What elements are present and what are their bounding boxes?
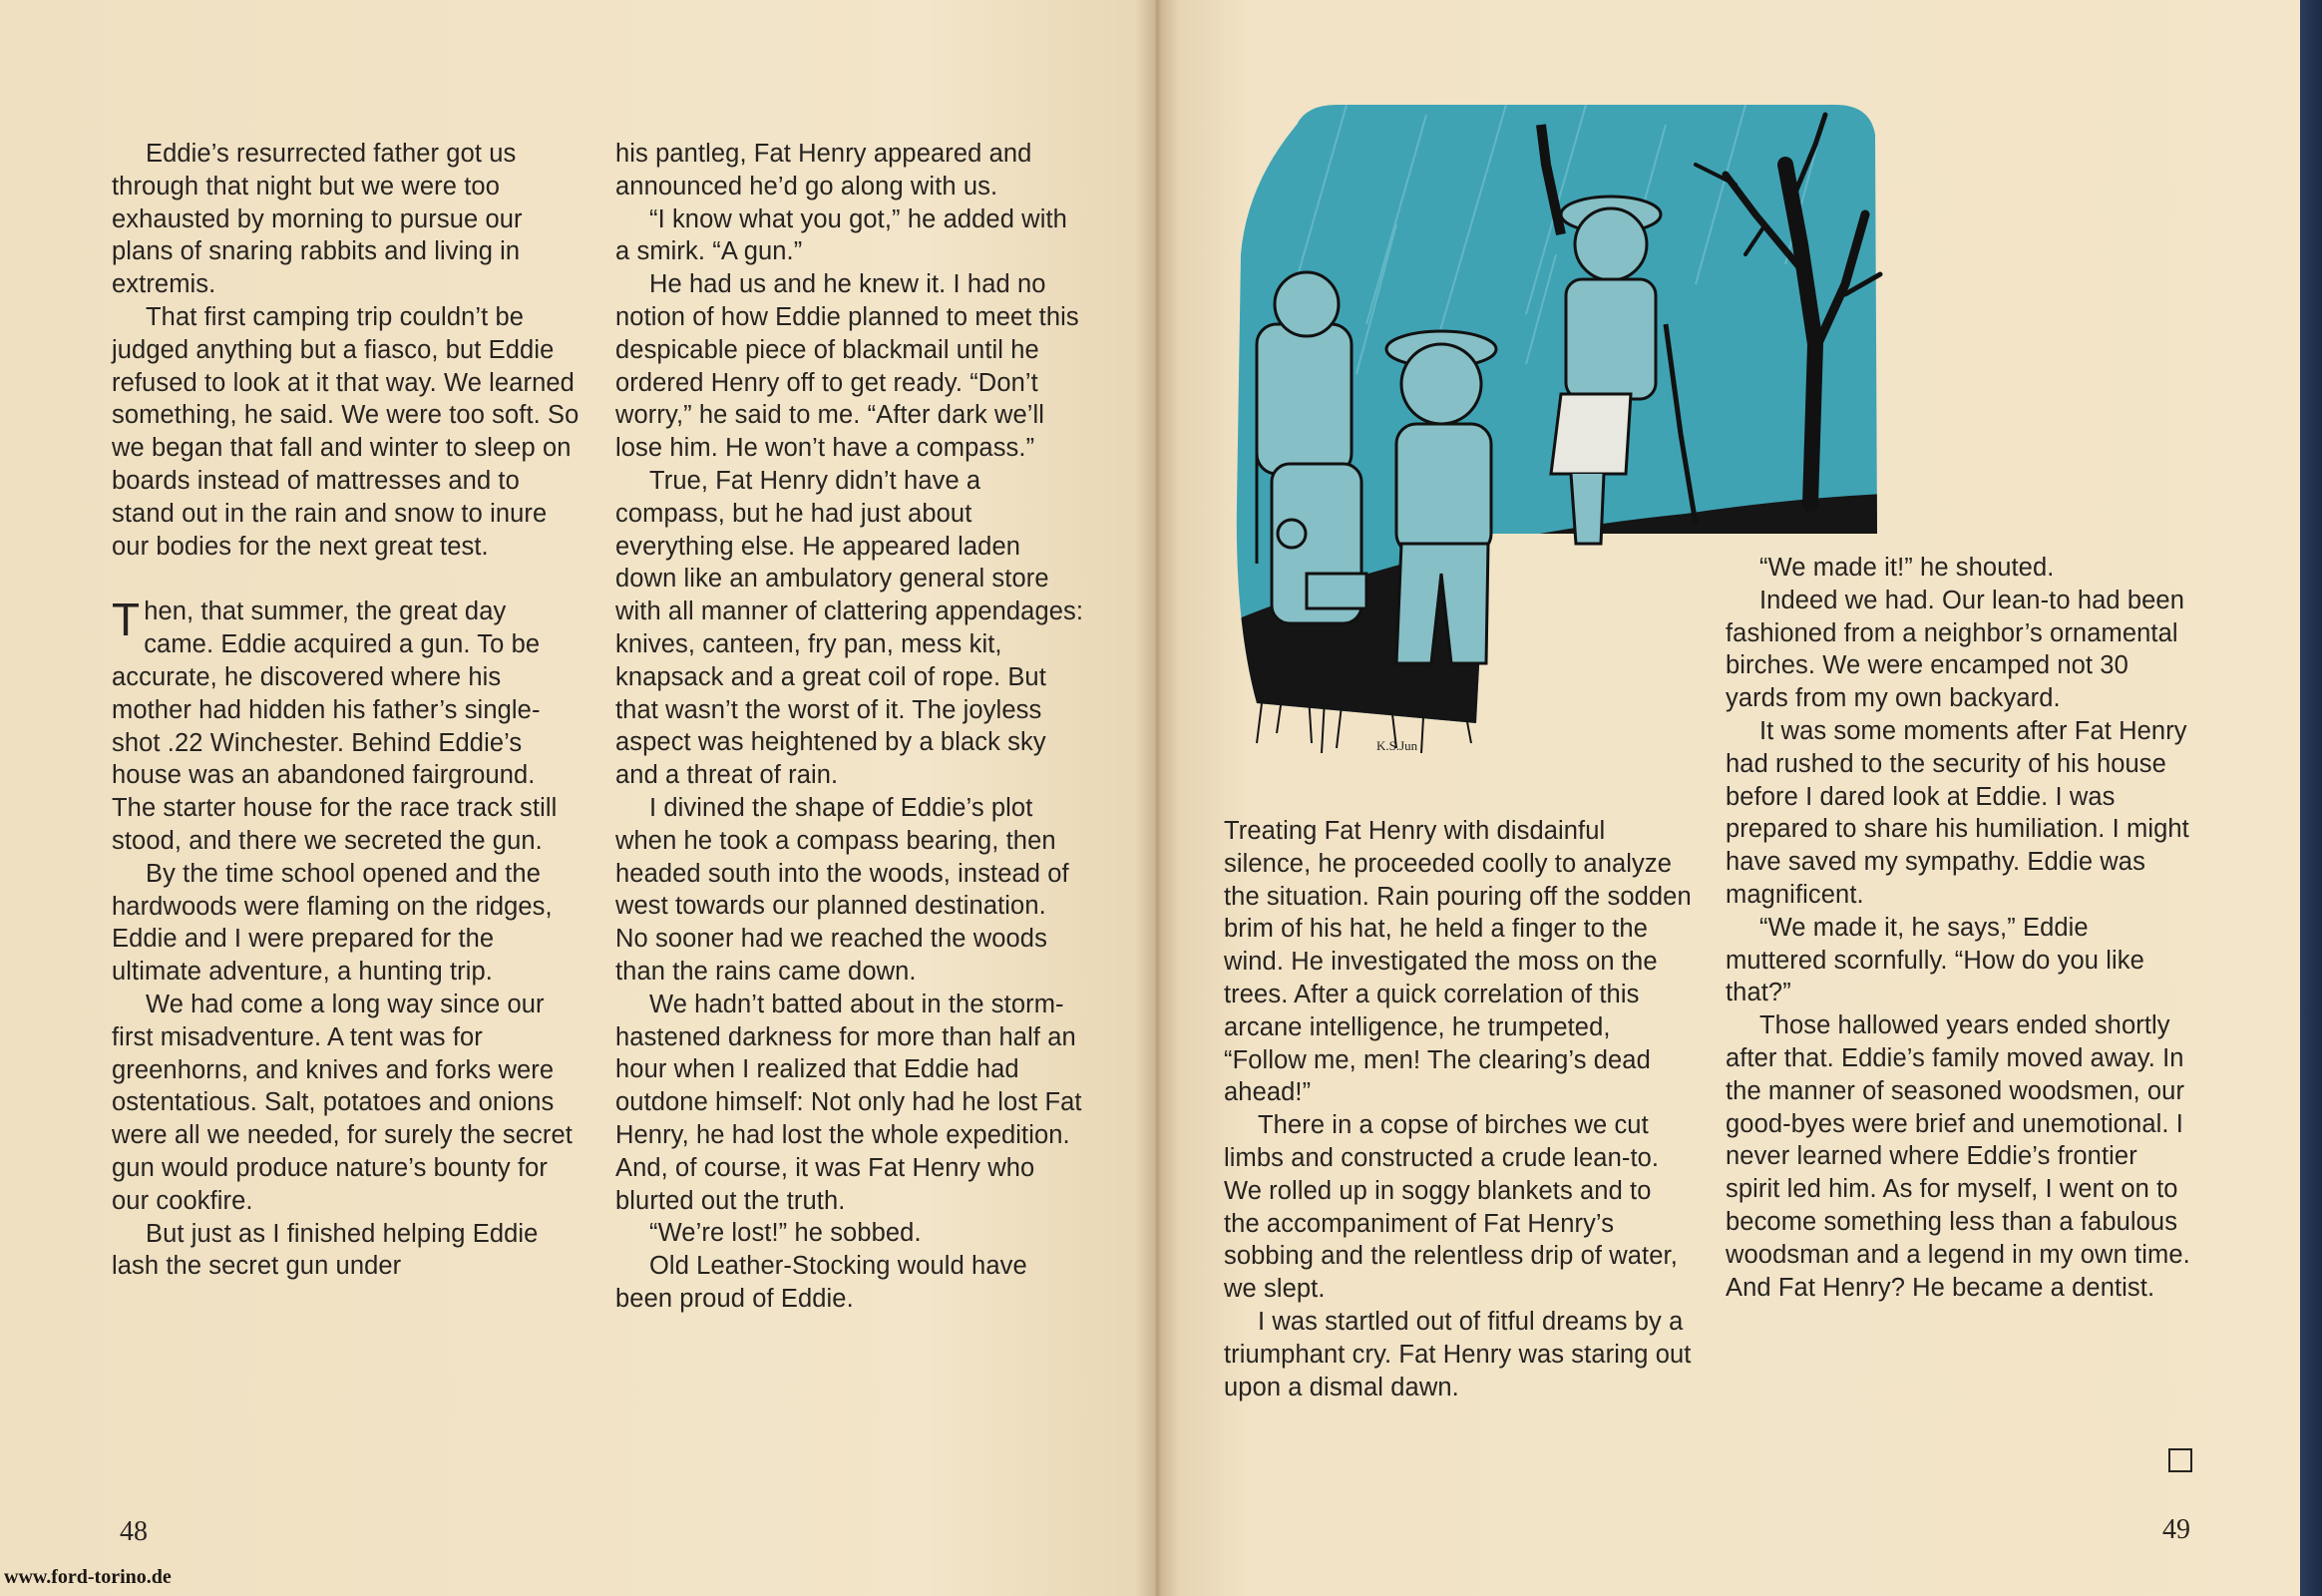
- paragraph: We had come a long way since our first misadventure. A tent was for greenhorns, and knives and forks were ostentatious. Salt, potatoes and onions were all we needed, for surely the secret gun would produce nature’s bounty for our cookfire.: [112, 990, 573, 1215]
- paragraph: “We’re lost!” he sobbed.: [649, 1219, 922, 1248]
- paragraph: I divined the shape of Eddie’s plot when he took a compass bearing, then headed south into the woods, instead of west towards our planned destination. No sooner had we reached the woods than the rains came down.: [615, 793, 1069, 986]
- paragraph: Those hallowed years ended shortly after that. Eddie’s family moved away. In the manner of seasoned woodsmen, our good-byes were brief and unemotional. I never learned where Eddie’s frontier spirit led him. As for myself, I went on to become something less than a fabulous woodsman and a legend in my own time. And Fat Henry? He became a dentist.: [1726, 1011, 2190, 1302]
- page-number-left: 48: [120, 1516, 148, 1547]
- paragraph: It was some moments after Fat Henry had rushed to the security of his house before I dared look at Eddie. I was prepared to share his humiliation. I might have saved my sympathy. Eddie was magnificent.: [1726, 716, 2189, 909]
- column-3: [1224, 815, 1693, 1403]
- paragraph: Treating Fat Henry with disdainful silence, he proceeded coolly to analyze the situation. Rain pouring off the sodden brim of his hat, he held a finger to the wind. He investigated the moss on the trees. After a quick correlation of this arcane intelligence, he trumpeted, “Follow me, men! The clearing’s dead ahead!”: [1224, 817, 1692, 1107]
- paragraph: By the time school opened and the hardwoods were flaming on the ridges, Eddie and I were prepared for the ultimate adventure, a hunting trip.: [112, 859, 553, 987]
- cover-edge: [2300, 0, 2322, 1596]
- watermark: www.ford-torino.de: [4, 1566, 172, 1588]
- column-4: [1726, 552, 2194, 1304]
- paragraph: “I know what you got,” he added with a smirk. “A gun.”: [615, 204, 1067, 266]
- paragraph-text: hen, that summer, the great day came. Eddie acquired a gun. To be accurate, he discovered where his mother had hidden his father’s single-shot .22 Winchester. Behind Eddie’s house was an abandoned fairground. The starter house for the race track still stood, and there we secreted the gun.: [112, 598, 558, 855]
- paragraph: But just as I finished helping Eddie lash the secret gun under: [112, 1219, 539, 1281]
- paragraph: Old Leather-Stocking would have been proud of Eddie.: [615, 1252, 1027, 1313]
- column-2: [615, 138, 1084, 1316]
- paragraph: True, Fat Henry didn’t have a compass, but he had just about everything else. He appeared laden down like an ambulatory general store with all manner of clattering appendages: knives, canteen, fry pan, mess kit, knapsack and a great coil of rope. But that wasn’t the worst of it. The joyless aspect was heightened by a black sky and a threat of rain.: [615, 466, 1084, 790]
- book-gutter: [1135, 0, 1179, 1596]
- paragraph: “We made it, he says,” Eddie muttered scornfully. “How do you like that?”: [1726, 913, 2144, 1007]
- paragraph: Eddie’s resurrected father got us through that night but we were too exhausted by morning to pursue our plans of snaring rabbits and living in extremis.: [112, 140, 523, 299]
- paragraph: [112, 596, 580, 857]
- paragraph: his pantleg, Fat Henry appeared and announced he’d go along with us.: [615, 140, 1032, 200]
- paragraph: Indeed we had. Our lean-to had been fashioned from a neighbor’s ornamental birches. We were encamped not 30 yards from my own backyard.: [1726, 586, 2184, 713]
- paragraph: We hadn’t batted about in the storm-hastened darkness for more than half an hour when I realized that Eddie had outdone himself: Not only had he lost Fat Henry, he had lost the whole expedition. And, of course, it was Fat Henry who blurted out the truth.: [615, 990, 1082, 1215]
- paragraph: There in a copse of birches we cut limbs and constructed a crude lean-to. We rolled up in soggy blankets and to the accompaniment of Fat Henry’s sobbing and the relentless drip of water, we slept.: [1224, 1111, 1678, 1304]
- page-number-right: 49: [2162, 1514, 2190, 1545]
- column-1: [112, 138, 580, 1283]
- paragraph: He had us and he knew it. I had no notion of how Eddie planned to meet this despicable piece of blackmail until he ordered Henry off to get ready. “Don’t worry,” he said to me. “After dark we’ll lose him. He won’t have a compass.”: [615, 270, 1079, 463]
- paragraph: “We made it!” he shouted.: [1759, 554, 2055, 582]
- drop-cap: T: [112, 594, 141, 646]
- artist-signature: K.S.Jun: [1376, 738, 1418, 753]
- end-mark: [2168, 1448, 2192, 1472]
- paragraph: That first camping trip couldn’t be judged anything but a fiasco, but Eddie refused to look at it that way. We learned something, he said. We were too soft. So we began that fall and winter to sleep on boards instead of mattresses and to stand out in the rain and snow to inure our bodies for the next great test.: [112, 302, 580, 561]
- paragraph: I was startled out of fitful dreams by a triumphant cry. Fat Henry was staring out upon a dismal dawn.: [1224, 1307, 1692, 1401]
